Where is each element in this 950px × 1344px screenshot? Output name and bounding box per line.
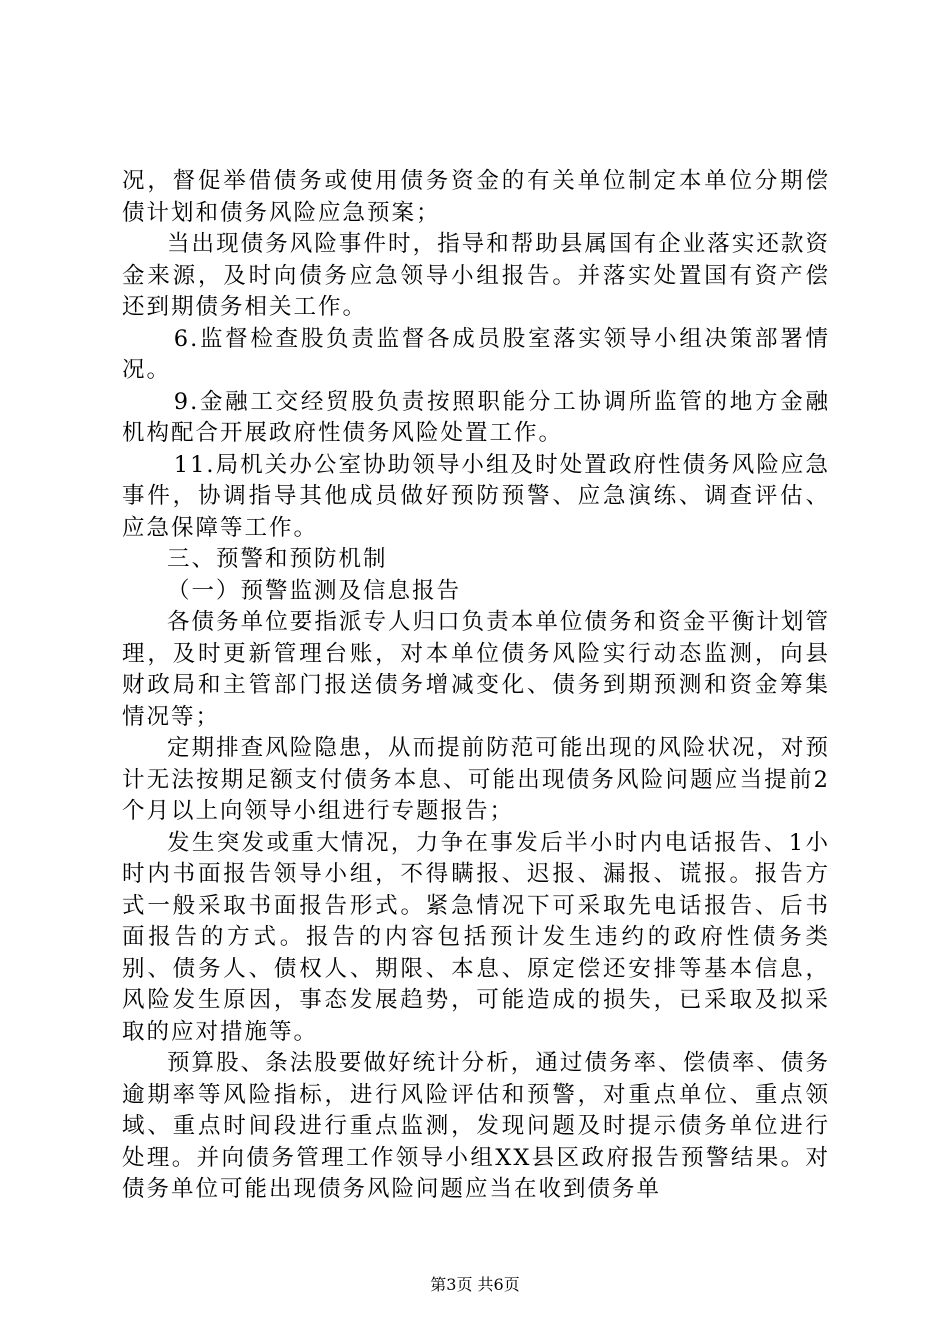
document-body [122,166,830,1206]
section-heading-3: 三、预警和预防机制 [167,546,388,572]
paragraph-emergency-reporting: 发生突发或重大情况，力争在事发后半小时内电话报告、1小时内书面报告领导小组，不得瞒报、迟报、漏报、谎报。报告方式一般采取书面报告形式。紧急情况下可采取先电话报告、后书面报告的方式。报告的内容包括预计发生违约的政府性债务类别、债务人、债权人、期限、本息、原定偿还安排等基本信息，风险发生原因，事态发展趋势，可能造成的损失，已采取及拟采取的应对措施等。 [122,829,830,1045]
paragraph-monitoring: 各债务单位要指派专人归口负责本单位债务和资金平衡计划管理，及时更新管理台账，对本单位债务风险实行动态监测，向县财政局和主管部门报送债务增减变化、债务到期预测和资金筹集情况等； [122,609,830,730]
subsection-heading-1: （一）预警监测及信息报告 [167,577,462,604]
paragraph-continuation: 况，督促举借债务或使用债务资金的有关单位制定本单位分期偿债计划和债务风险应急预案； [122,168,830,226]
paragraph-item-9: 9.金融工交经贸股负责按照职能分工协调所监管的地方金融机构配合开展政府性债务风险处置工作。 [122,388,830,446]
paragraph-risk-event-guidance: 当出现债务风险事件时，指导和帮助县属国有企业落实还款资金来源，及时向债务应急领导小组报告。并落实处置国有资产偿还到期债务相关工作。 [122,231,830,320]
paragraph-statistical-analysis: 预算股、条法股要做好统计分析，通过债务率、偿债率、债务逾期率等风险指标，进行风险评估和预警，对重点单位、重点领域、重点时间段进行重点监测，发现问题及时提示债务单位进行处理。并向债务管理工作领导小组XX县区政府报告预警结果。对债务单位可能出现债务风险问题应当在收到债务单 [122,1050,830,1202]
paragraph-risk-screening: 定期排查风险隐患，从而提前防范可能出现的风险状况，对预计无法按期足额支付债务本息、可能出现债务风险问题应当提前2个月以上向领导小组进行专题报告； [122,735,830,824]
page-number-footer: 第3页 共6页 [430,1275,520,1294]
paragraph-item-11: 11.局机关办公室协助领导小组及时处置政府性债务风险应急事件，协调指导其他成员做好预防预警、应急演练、调查评估、应急保障等工作。 [122,451,830,541]
paragraph-item-6: 6.监督检查股负责监督各成员股室落实领导小组决策部署情况。 [122,325,830,383]
